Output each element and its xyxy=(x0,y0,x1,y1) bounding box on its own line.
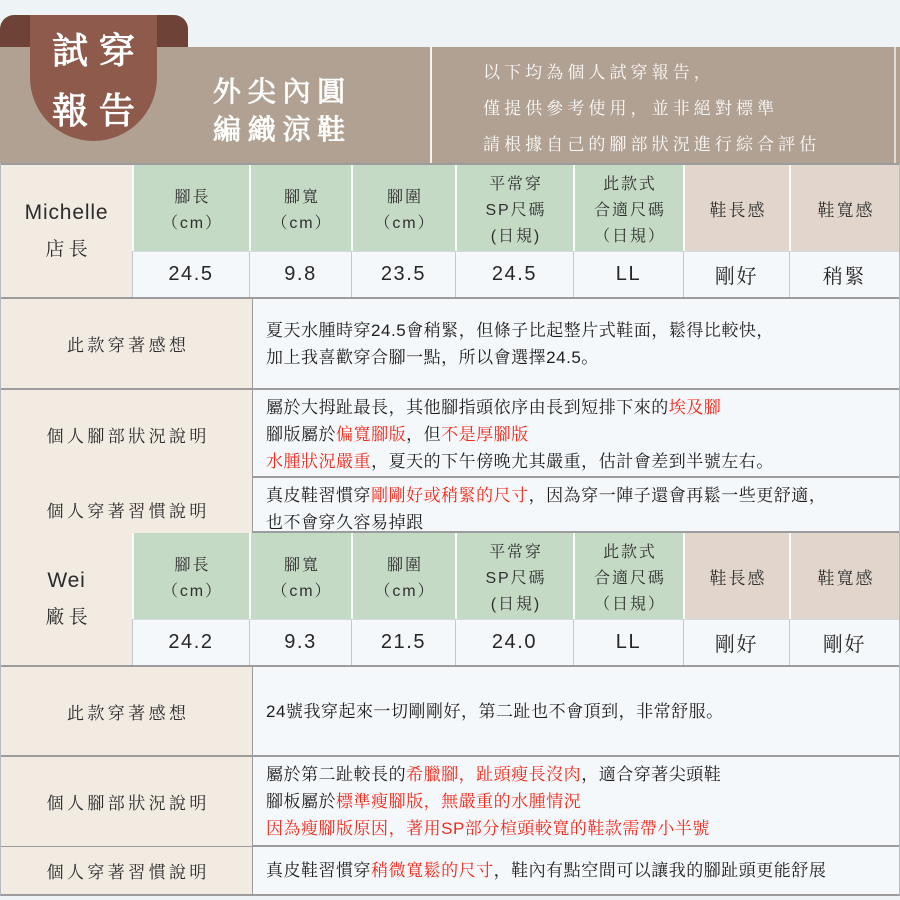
column-header xyxy=(455,533,573,619)
badge-line1: 試穿 xyxy=(52,29,146,71)
column-header-line: 平常穿 xyxy=(489,175,543,193)
value-cell: 24.5 xyxy=(455,251,573,297)
feel-column-header: 鞋長感 xyxy=(683,533,789,619)
column-header-line: 腳圍 xyxy=(387,556,423,574)
highlighted-text: 標準瘦腳版，無嚴重的水腫情況 xyxy=(336,792,582,811)
report-row xyxy=(1,665,899,755)
report-row xyxy=(1,845,899,894)
comment-line xyxy=(266,317,889,344)
value-cell: 剛好 xyxy=(683,251,789,297)
column-header xyxy=(132,533,249,619)
column-header-line: SP尺碼 xyxy=(485,569,547,587)
comment-line xyxy=(266,448,889,475)
text-segment: ，夏天的下午傍晚尤其嚴重，估計會差到半號左右。 xyxy=(371,452,774,471)
column-header xyxy=(573,165,683,251)
column-header xyxy=(132,165,249,251)
column-header-line: （日規） xyxy=(594,595,666,613)
text-segment: 屬於第二趾較長的 xyxy=(266,765,407,784)
value-cell: 24.2 xyxy=(132,619,249,665)
feel-column-header: 鞋寬感 xyxy=(789,533,899,619)
disclaimer-note xyxy=(483,55,820,163)
value-cell: LL xyxy=(573,251,683,297)
comment-line xyxy=(266,344,889,371)
column-header xyxy=(351,533,455,619)
highlighted-text: 稍微寬鬆的尺寸 xyxy=(371,861,494,880)
tester-cell xyxy=(1,165,132,297)
row-content xyxy=(253,390,899,479)
column-header-line: （cm） xyxy=(374,214,436,232)
disclaimer-line: 以下均為個人試穿報告， xyxy=(483,63,715,82)
badge-line2: 報告 xyxy=(52,89,146,131)
column-header-line: 此款式 xyxy=(603,175,657,193)
column-header xyxy=(249,165,351,251)
column-header xyxy=(455,165,573,251)
tester-cell xyxy=(1,533,132,665)
column-header-line: 腳圍 xyxy=(387,188,423,206)
row-label: 個人腳部狀況說明 xyxy=(1,390,253,479)
text-segment: ，鞋內有點空間可以讓我的腳趾頭更能舒展 xyxy=(493,861,827,880)
text-segment: ，適合穿著尖頭鞋 xyxy=(581,765,722,784)
product-title-line1: 外尖內圓 xyxy=(213,76,352,107)
column-header-line: 平常穿 xyxy=(489,543,543,561)
text-segment: 真皮鞋習慣穿 xyxy=(266,486,372,505)
header-divider xyxy=(430,47,432,163)
value-cell: 稍緊 xyxy=(789,251,899,297)
report-body xyxy=(0,163,900,896)
column-header-line: (日規) xyxy=(490,595,542,613)
column-header-line: 合適尺碼 xyxy=(594,569,666,587)
value-cell: 9.3 xyxy=(249,619,351,665)
disclaimer-line: 請根據自己的腳部狀況進行綜合評估 xyxy=(483,135,821,154)
fit-table xyxy=(1,531,899,665)
text-segment: 夏天水腫時穿24.5會稍緊，但條子比起整片式鞋面，鬆得比較快， xyxy=(266,320,774,340)
row-content xyxy=(253,299,899,388)
column-header-line: 腳長 xyxy=(174,188,211,206)
fit-table xyxy=(1,163,899,297)
comment-line xyxy=(266,421,889,448)
comment-line xyxy=(266,761,889,788)
text-segment: 加上我喜歡穿合腳一點，所以會選擇24.5。 xyxy=(266,347,599,367)
column-header-line: （cm） xyxy=(271,214,333,232)
tester-name: Michelle xyxy=(24,201,109,224)
highlighted-text: 水腫狀況嚴重 xyxy=(266,452,372,471)
text-segment: 屬於大拇趾最長，其他腳指頭依序由長到短排下來的 xyxy=(266,398,669,417)
highlighted-text: 因為瘦腳版原因，著用SP部分楦頭較寬的鞋款需帶小半號 xyxy=(266,819,710,838)
value-cell: 9.8 xyxy=(249,251,351,297)
highlighted-text: 不是厚腳版 xyxy=(441,425,529,444)
column-header xyxy=(573,533,683,619)
row-content xyxy=(253,478,899,540)
comment-line xyxy=(266,698,889,725)
value-cell: 剛好 xyxy=(789,619,899,665)
row-label: 個人穿著習慣說明 xyxy=(1,847,253,894)
row-label: 此款穿著感想 xyxy=(1,667,253,755)
column-header-line: (日規) xyxy=(490,227,542,245)
tester-title: 店長 xyxy=(45,239,92,260)
comment-line xyxy=(266,857,889,884)
product-title-line2: 編織涼鞋 xyxy=(213,114,352,145)
text-segment: ，但 xyxy=(406,425,442,444)
report-row xyxy=(1,476,899,531)
value-cell: 剛好 xyxy=(683,619,789,665)
disclaimer-line: 僅提供參考使用，並非絕對標準 xyxy=(483,99,779,118)
column-header-line: （cm） xyxy=(374,582,436,600)
feel-column-header: 鞋寬感 xyxy=(789,165,899,251)
tester-title: 廠長 xyxy=(45,607,92,628)
value-cell: 24.5 xyxy=(132,251,249,297)
row-content xyxy=(253,667,899,755)
tester-name: Wei xyxy=(47,569,86,592)
text-segment: 24號我穿起來一切剛剛好，第二趾也不會頂到，非常舒服。 xyxy=(266,701,724,721)
row-label: 個人穿著習慣說明 xyxy=(1,478,253,540)
report-row xyxy=(1,388,899,476)
product-title xyxy=(213,73,352,149)
report-row xyxy=(1,755,899,845)
report-row xyxy=(1,297,899,388)
highlighted-text: 希臘腳，趾頭瘦長沒肉 xyxy=(406,765,582,784)
column-header-line: 腳寬 xyxy=(284,188,320,206)
text-segment: 也不會穿久容易掉跟 xyxy=(266,513,424,532)
comment-line xyxy=(266,394,889,421)
value-cell: 24.0 xyxy=(455,619,573,665)
report-badge xyxy=(30,15,157,141)
column-header-line: （cm） xyxy=(271,582,333,600)
text-segment: 真皮鞋習慣穿 xyxy=(266,861,372,880)
column-header xyxy=(351,165,455,251)
column-header-line: SP尺碼 xyxy=(485,201,547,219)
text-segment: ，因為穿一陣子還會再鬆一些更舒適， xyxy=(528,486,827,505)
comment-line xyxy=(266,815,889,842)
column-header-line: 此款式 xyxy=(603,543,657,561)
highlighted-text: 埃及腳 xyxy=(668,398,722,417)
column-header-line: 腳長 xyxy=(174,556,211,574)
column-header-line: （cm） xyxy=(161,214,223,232)
comment-line xyxy=(266,509,889,536)
row-label: 個人腳部狀況說明 xyxy=(1,757,253,846)
comment-line xyxy=(266,482,889,509)
row-content xyxy=(253,757,899,846)
value-cell: LL xyxy=(573,619,683,665)
value-cell: 23.5 xyxy=(351,251,455,297)
comment-line xyxy=(266,788,889,815)
column-header-line: （cm） xyxy=(161,582,223,600)
feel-column-header: 鞋長感 xyxy=(683,165,789,251)
row-label: 此款穿著感想 xyxy=(1,299,253,388)
column-header xyxy=(249,533,351,619)
row-content xyxy=(253,847,899,894)
column-header-line: 合適尺碼 xyxy=(594,201,666,219)
column-header-line: （日規） xyxy=(594,227,666,245)
highlighted-text: 剛剛好或稍緊的尺寸 xyxy=(371,486,529,505)
value-cell: 21.5 xyxy=(351,619,455,665)
text-segment: 腳板屬於 xyxy=(266,792,337,811)
column-header-line: 腳寬 xyxy=(284,556,320,574)
header-edge-line xyxy=(894,47,896,163)
text-segment: 腳版屬於 xyxy=(266,425,337,444)
highlighted-text: 偏寬腳版 xyxy=(336,425,407,444)
